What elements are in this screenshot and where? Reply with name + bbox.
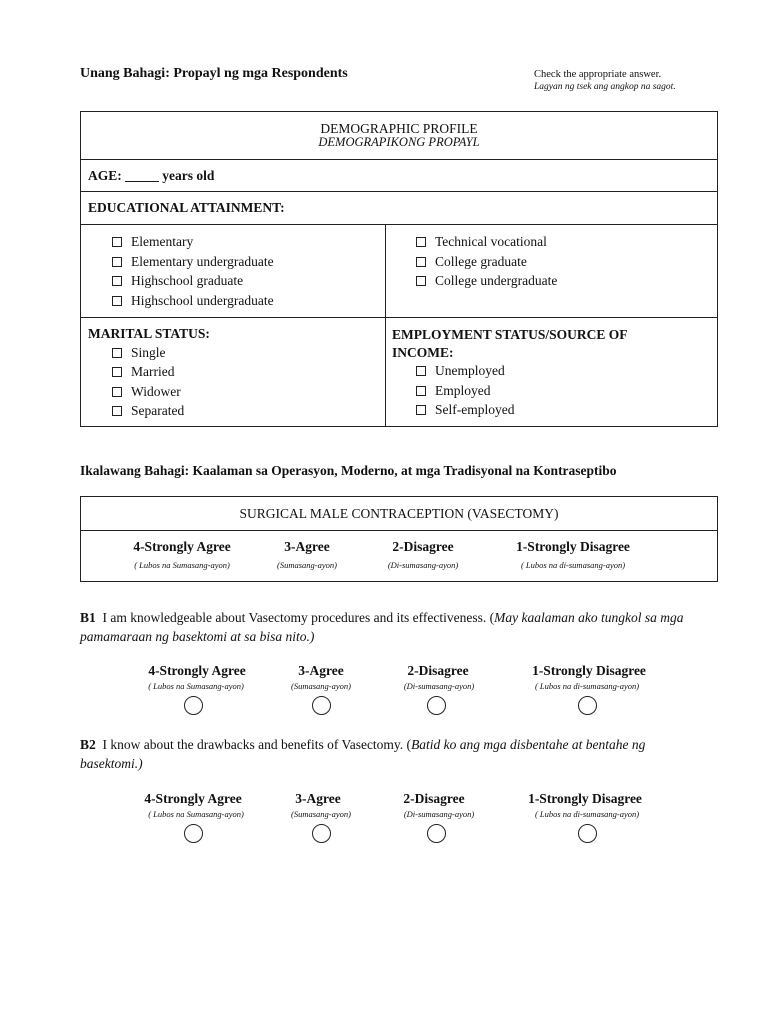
checkbox[interactable] [112,367,122,377]
b2-sub-strongly-agree: ( Lubos na Sumasang-ayon) [148,809,244,819]
question-text: I am knowledgeable about Vasectomy procedures and its effectiveness. ( [102,610,495,625]
b1-label-strongly-disagree: 1-Strongly Disagree [532,663,646,678]
scale-label-strongly-agree: 4-Strongly Agree [133,539,231,554]
option-single[interactable]: Single [112,345,166,361]
checkbox[interactable] [112,276,122,286]
option-highschool-graduate[interactable]: Highschool graduate [112,273,243,289]
b1-label-disagree: 2-Disagree [407,663,469,678]
checkbox[interactable] [112,257,122,267]
option-technical-vocational[interactable]: Technical vocational [416,234,547,250]
option-unemployed[interactable]: Unemployed [416,363,505,379]
demographic-table [80,111,718,427]
question-text-tl: May kaalaman ako tungkol sa mga pamamaraan ng basektomi at sa bisa nito. [80,610,684,644]
scale-sub-agree: (Sumasang-ayon) [277,560,337,570]
question-text-tl: Batid ko ang mga disbentahe at bentahe ng basektomi. [80,737,646,771]
divider [81,159,717,160]
option-elementary[interactable]: Elementary [112,234,193,250]
divider [81,317,717,318]
demographic-header-tl: DEMOGRAPIKONG PROPAYL [318,135,480,149]
question-number: B2 [80,737,96,752]
demographic-header-en: DEMOGRAPHIC PROFILE [320,121,478,136]
question-b1: B1 I am knowledgeable about Vasectomy procedures and its effectiveness. (May kaalaman ako tungkol sa mga pamamaraan ng basektomi at sa bisa nito.) [80,610,684,644]
part1-title: Unang Bahagi: Propayl ng mga Respondents [80,66,348,81]
b2-sub-disagree: (Di-sumasang-ayon) [403,809,475,819]
checkbox[interactable] [112,406,122,416]
divider [81,224,717,225]
option-married[interactable]: Married [112,364,174,380]
instruction-en: Check the appropriate answer. [534,69,662,80]
b1-radio-disagree[interactable] [427,696,446,715]
checkbox[interactable] [416,237,426,247]
marital-label: MARITAL STATUS: [88,326,210,341]
b1-radio-strongly-agree[interactable] [184,696,203,715]
b2-radio-agree[interactable] [312,824,331,843]
part2-title: Ikalawang Bahagi: Kaalaman sa Operasyon, Moderno, at mga Tradisyonal na Kontraseptibo [80,463,617,478]
option-elementary-undergraduate[interactable]: Elementary undergraduate [112,254,274,270]
b2-label-agree: 3-Agree [295,791,341,806]
b2-sub-strongly-disagree: ( Lubos na di-sumasang-ayon) [534,809,640,819]
b1-label-agree: 3-Agree [298,663,344,678]
question-text: I know about the drawbacks and benefits of Vasectomy. ( [102,737,412,752]
question-number: B1 [80,610,96,625]
checkbox[interactable] [112,348,122,358]
b2-radio-strongly-disagree[interactable] [578,824,597,843]
option-employed[interactable]: Employed [416,383,491,399]
divider [385,224,386,427]
option-college-undergraduate[interactable]: College undergraduate [416,273,557,289]
b1-sub-strongly-disagree: ( Lubos na di-sumasang-ayon) [534,681,640,691]
age-label: AGE: _____ years old [88,168,215,183]
scale-sub-disagree: (Di-sumasang-ayon) [387,560,459,570]
option-separated[interactable]: Separated [112,403,184,419]
scale-sub-strongly-disagree: ( Lubos na di-sumasang-ayon) [520,560,626,570]
b1-radio-agree[interactable] [312,696,331,715]
checkbox[interactable] [416,405,426,415]
b2-radio-strongly-agree[interactable] [184,824,203,843]
b1-sub-disagree: (Di-sumasang-ayon) [403,681,475,691]
option-highschool-undergraduate[interactable]: Highschool undergraduate [112,293,274,309]
scale-label-disagree: 2-Disagree [392,539,454,554]
checkbox[interactable] [416,257,426,267]
question-b2: B2 I know about the drawbacks and benefits of Vasectomy. (Batid ko ang mga disbentahe at bentahe ng basektomi.) [80,737,646,771]
scale-label-strongly-disagree: 1-Strongly Disagree [516,539,630,554]
checkbox[interactable] [416,276,426,286]
b2-label-disagree: 2-Disagree [403,791,465,806]
option-widower[interactable]: Widower [112,384,181,400]
b2-label-strongly-disagree: 1-Strongly Disagree [528,791,642,806]
option-college-graduate[interactable]: College graduate [416,254,527,270]
scale-sub-strongly-agree: ( Lubos na Sumasang-ayon) [134,560,230,570]
b1-label-strongly-agree: 4-Strongly Agree [148,663,246,678]
b1-sub-agree: (Sumasang-ayon) [291,681,351,691]
checkbox[interactable] [416,366,426,376]
scale-table [80,496,718,582]
scale-header: SURGICAL MALE CONTRACEPTION (VASECTOMY) [239,506,559,521]
demographic-header [81,121,717,150]
b2-sub-agree: (Sumasang-ayon) [291,809,351,819]
b1-sub-strongly-agree: ( Lubos na Sumasang-ayon) [148,681,244,691]
checkbox[interactable] [112,387,122,397]
b1-radio-strongly-disagree[interactable] [578,696,597,715]
scale-label-agree: 3-Agree [284,539,330,554]
checkbox[interactable] [416,386,426,396]
divider [81,191,717,192]
option-self-employed[interactable]: Self-employed [416,402,514,418]
checkbox[interactable] [112,237,122,247]
instruction [534,68,676,94]
instruction-tl: Lagyan ng tsek ang angkop na sagot. [534,82,676,92]
b2-label-strongly-agree: 4-Strongly Agree [144,791,242,806]
employment-label: EMPLOYMENT STATUS/SOURCE OF INCOME: [392,327,628,360]
b2-radio-disagree[interactable] [427,824,446,843]
divider [81,530,717,531]
checkbox[interactable] [112,296,122,306]
education-label: EDUCATIONAL ATTAINMENT: [88,200,285,215]
